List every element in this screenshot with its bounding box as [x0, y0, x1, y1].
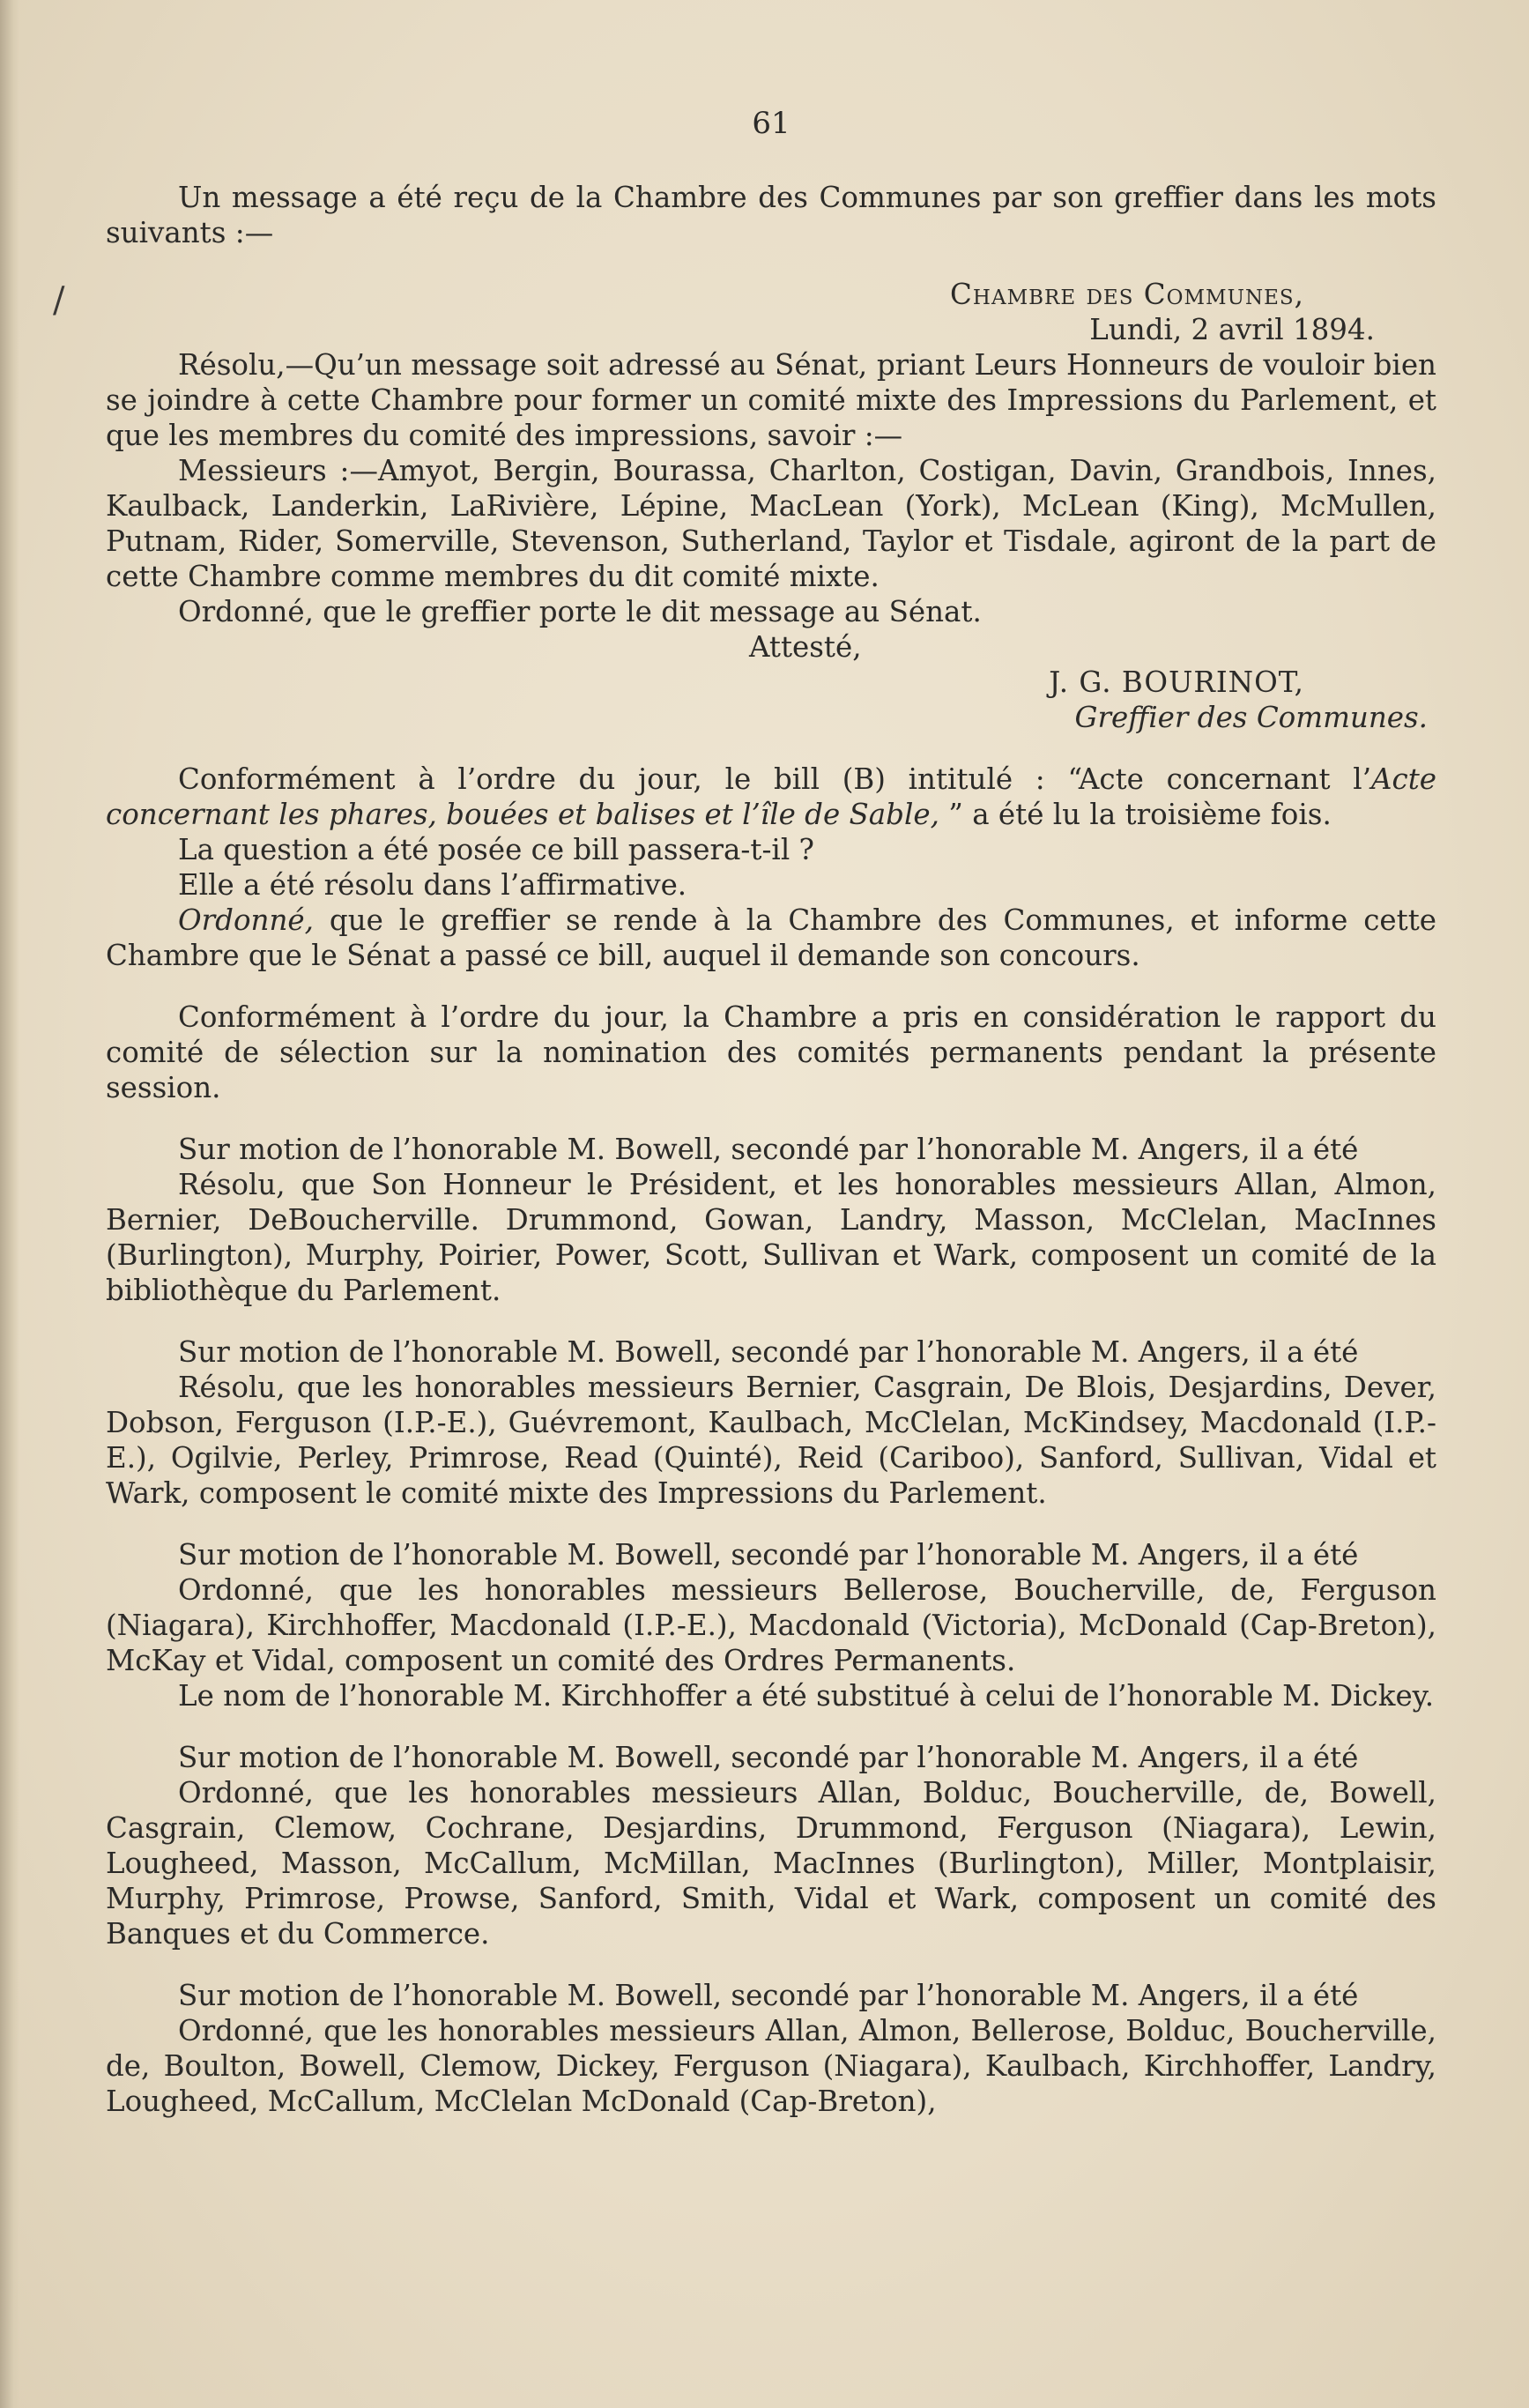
signature-name: J. G. BOURINOT,	[1049, 665, 1304, 699]
motion-standing-orders: Sur motion de l’honorable M. Bowell, secondé par l’honorable M. Angers, il a été	[178, 1538, 1359, 1572]
resolu-paragraph: Résolu,—Qu’un message soit adressé au Sénat, priant Leurs Honneurs de vouloir bien se joindre à cette Chambre pour former un comité mixte des Impressions du Parlement, et que les membres du comité des impressions, savoir :—	[106, 348, 1436, 452]
bill-title-italic: Acte concernant les phares, bouées et balises et l’île de Sable,	[106, 762, 1436, 831]
ordonne-bill-paragraph	[106, 903, 1436, 973]
ordonne-standing-orders: Ordonné, que les honorables messieurs Bellerose, Boucherville, de, Ferguson (Niagara), Kirchhoffer, Macdonald (I.P.-E.), Macdonald (Victoria), McDonald (Cap-Breton), McKay et Vidal, composent un comité des Ordres Permanents.	[106, 1573, 1436, 1677]
bill-third-reading-paragraph	[106, 762, 1436, 832]
resolu-library: Résolu, que Son Honneur le Président, et les honorables messieurs Allan, Almon, Bernier, DeBoucherville. Drummond, Gowan, Landry, Masson, McClelan, MacInnes (Burlington), Murphy, Poirier, Power, Scott, Sullivan et Wark, composent un comité de la bibliothèque du Parlement.	[106, 1168, 1436, 1307]
affirmative-line: Elle a été résolu dans l’affirmative.	[178, 868, 687, 902]
bill-text-pre: Conformément à l’ordre du jour, le bill (B) intitulé : “Acte concernant l’	[178, 762, 1372, 796]
page-number: 61	[752, 106, 790, 141]
intro-paragraph: Un message a été reçu de la Chambre des Communes par son greffier dans les mots suivants :—	[106, 181, 1436, 249]
messieurs-paragraph: Messieurs :—Amyot, Bergin, Bourassa, Charlton, Costigan, Davin, Grandbois, Innes, Kaulback, Landerkin, LaRivière, Lépine, MacLean (York), McLean (King), McMullen, Putnam, Rider, Somerville, Stevenson, Sutherland, Taylor et Tisdale, agiront de la part de cette Chambre comme membres du dit comité mixte.	[106, 454, 1436, 593]
ordonne-italic: Ordonné,	[178, 903, 314, 937]
motion-printing: Sur motion de l’honorable M. Bowell, secondé par l’honorable M. Angers, il a été	[178, 1335, 1359, 1369]
substitution-line: Le nom de l’honorable M. Kirchhoffer a été substitué à celui de l’honorable M. Dickey.	[178, 1679, 1435, 1713]
motion-final: Sur motion de l’honorable M. Bowell, secondé par l’honorable M. Angers, il a été	[178, 1979, 1359, 2012]
ordonne-message-paragraph: Ordonné, que le greffier porte le dit message au Sénat.	[178, 595, 982, 628]
page-content	[106, 106, 1436, 2119]
signature-title: Greffier des Communes.	[1074, 701, 1428, 734]
question-line: La question a été posée ce bill passera-t-il ?	[178, 833, 814, 866]
attestation: Attesté,	[749, 630, 862, 664]
ordonne-bill-rest: que le greffier se rende à la Chambre des Communes, et informe cette Chambre que le Sénat a passé ce bill, auquel il demande son concours.	[106, 903, 1436, 972]
motion-banking: Sur motion de l’honorable M. Bowell, secondé par l’honorable M. Angers, il a été	[178, 1741, 1359, 1774]
page-binding-edge	[0, 0, 19, 2408]
margin-mark: /	[53, 280, 65, 321]
ordonne-final: Ordonné, que les honorables messieurs Allan, Almon, Bellerose, Bolduc, Boucherville, de, Boulton, Bowell, Clemow, Dickey, Ferguson (Niagara), Kaulbach, Kirchhoffer, Landry, Lougheed, McCallum, McClelan McDonald (Cap-Breton),	[106, 2014, 1436, 2118]
message-header-place: Chambre des Communes,	[950, 278, 1304, 311]
motion-library: Sur motion de l’honorable M. Bowell, secondé par l’honorable M. Angers, il a été	[178, 1133, 1359, 1166]
selection-report-paragraph: Conformément à l’ordre du jour, la Chambre a pris en considération le rapport du comité de sélection sur la nomination des comités permanents pendant la présente session.	[106, 1000, 1436, 1104]
resolu-printing: Résolu, que les honorables messieurs Bernier, Casgrain, De Blois, Desjardins, Dever, Dobson, Ferguson (I.P.-E.), Guévremont, Kaulbach, McClelan, McKindsey, Macdonald (I.P.-E.), Ogilvie, Perley, Primrose, Read (Quinté), Reid (Cariboo), Sanford, Sullivan, Vidal et Wark, composent le comité mixte des Impressions du Parlement.	[106, 1371, 1436, 1510]
ordonne-banking: Ordonné, que les honorables messieurs Allan, Bolduc, Boucherville, de, Bowell, Casgrain, Clemow, Cochrane, Desjardins, Drummond, Ferguson (Niagara), Lewin, Lougheed, Masson, McCallum, McMillan, MacInnes (Burlington), Miller, Montplaisir, Murphy, Primrose, Prowse, Sanford, Smith, Vidal et Wark, composent un comité des Banques et du Commerce.	[106, 1776, 1436, 1951]
bill-text-post: ” a été lu la troisième fois.	[939, 798, 1332, 831]
message-header-date: Lundi, 2 avril 1894.	[1089, 313, 1375, 346]
